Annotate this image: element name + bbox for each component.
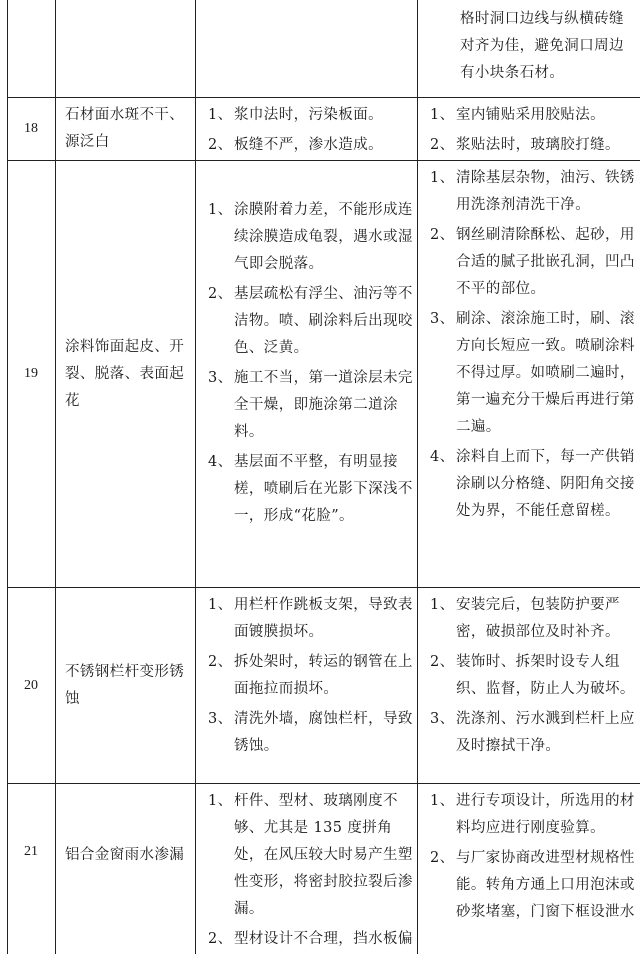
row-number: 18: [24, 121, 38, 136]
table-row: [7, 161, 640, 588]
cause-item: 3、 清洗外墙，腐蚀栏杆，导致锈蚀。: [208, 711, 413, 754]
fix-cell: [424, 784, 640, 954]
row-number-cell: [7, 161, 55, 587]
fix-cell: [424, 161, 640, 587]
row-number: 21: [24, 844, 38, 859]
cause-item: 4、 基层面不平整，有明显接槎，喷刷后在光影下深浅不一，形成“花脸”。: [208, 454, 413, 524]
fix-cell: [424, 98, 640, 160]
defect-name: 不锈钢栏杆变形锈蚀: [65, 663, 185, 707]
defect-name-cell: [55, 98, 202, 160]
cause-cell: [202, 98, 424, 160]
defect-name: 石材面水斑不干、源泛白: [65, 107, 185, 150]
cause-item: 2、 基层疏松有浮尘、油污等不洁物。喷、刷涂料后出现咬色、泛黄。: [208, 286, 413, 356]
fix-item: 1、 室内铺贴采用胶贴法。: [430, 107, 605, 123]
fix-item: 1、 安装完后，包装防护要严密，破损部位及时补齐。: [430, 597, 620, 640]
fix-item: 2、 与厂家协商改进型材规格性能。转角方通上口用泡沫或砂浆堵塞，门窗下框设泄水: [430, 850, 635, 920]
cause-item: 1、 用栏杆作跳板支架，导致表面镀膜损坏。: [208, 597, 413, 640]
row-number-cell: [7, 784, 55, 954]
cause-item: 1、 涂膜附着力差，不能形成连续涂膜造成龟裂，遇水或湿气即会脱落。: [208, 202, 413, 272]
fix-item: 2、 装饰时、拆架时设专人组织、监督，防止人为破坏。: [430, 654, 635, 697]
table-row-continued: [7, 0, 640, 98]
cause-cell: [202, 161, 424, 587]
fix-item: 1、 清除基层杂物，油污、铁锈用洗涤剂清洗干净。: [430, 170, 635, 213]
table-row: [7, 784, 640, 954]
defect-name: 铝合金窗雨水渗漏: [65, 847, 185, 863]
defect-table: [7, 0, 640, 954]
fix-item: 2、 钢丝刷清除酥松、起砂，用合适的腻子批嵌孔洞，凹凸不平的部位。: [430, 227, 635, 297]
row-number-cell: [7, 588, 55, 783]
fix-item: 2、 浆贴法时，玻璃胶打缝。: [430, 137, 620, 153]
row-number: 19: [24, 366, 38, 381]
cause-item: 2、 拆处架时，转运的钢管在上面拖拉而损坏。: [208, 654, 413, 697]
defect-name-cell: [55, 161, 202, 587]
fix-item: 1、 进行专项设计，所选用的材料均应进行刚度验算。: [430, 793, 635, 836]
cause-cell: [202, 784, 424, 954]
fix-cell: [424, 588, 640, 783]
table-row: [7, 588, 640, 784]
fix-item: 4、 涂料自上而下，每一产供销涂刷以分格缝、阴阳角交接处为界，不能任意留槎。: [430, 449, 635, 519]
cause-item: 1、 浆巾法时，污染板面。: [208, 107, 383, 123]
table-row: [7, 98, 640, 161]
cause-item: 2、 板缝不严，渗水造成。: [208, 137, 383, 153]
cause-item: 1、 杆件、型材、玻璃刚度不够、尤其是 135 度拼角处，在风压较大时易产生塑性变形，将密封胶拉裂后渗漏。: [208, 793, 413, 917]
cause-cell: [202, 588, 424, 783]
fix-item: 3、 刷涂、滚涂施工时，刷、滚方向长短应一致。喷刷涂料不得过厚。如喷刷二遍时，第一遍充分干燥后再进行第二遍。: [430, 311, 635, 435]
defect-name: 涂料饰面起皮、开裂、脱落、表面起花: [65, 338, 185, 409]
cause-item: 3、 施工不当，第一道涂层未完全干燥，即施涂第二道涂料。: [208, 370, 413, 440]
defect-name-cell: [55, 588, 202, 783]
row-number: 20: [24, 677, 38, 693]
fix-item: 3、 洗涤剂、污水溅到栏杆上应及时擦拭干净。: [430, 711, 635, 754]
fix-cell: [424, 0, 640, 97]
fix-fragment: 格时洞口边线与纵横砖缝对齐为佳，避免洞口周边有小块条石材。: [460, 11, 624, 81]
row-number-cell: [7, 98, 55, 160]
defect-name-cell: [55, 784, 202, 954]
cause-item: 2、 型材设计不合理，挡水板偏: [208, 931, 413, 947]
